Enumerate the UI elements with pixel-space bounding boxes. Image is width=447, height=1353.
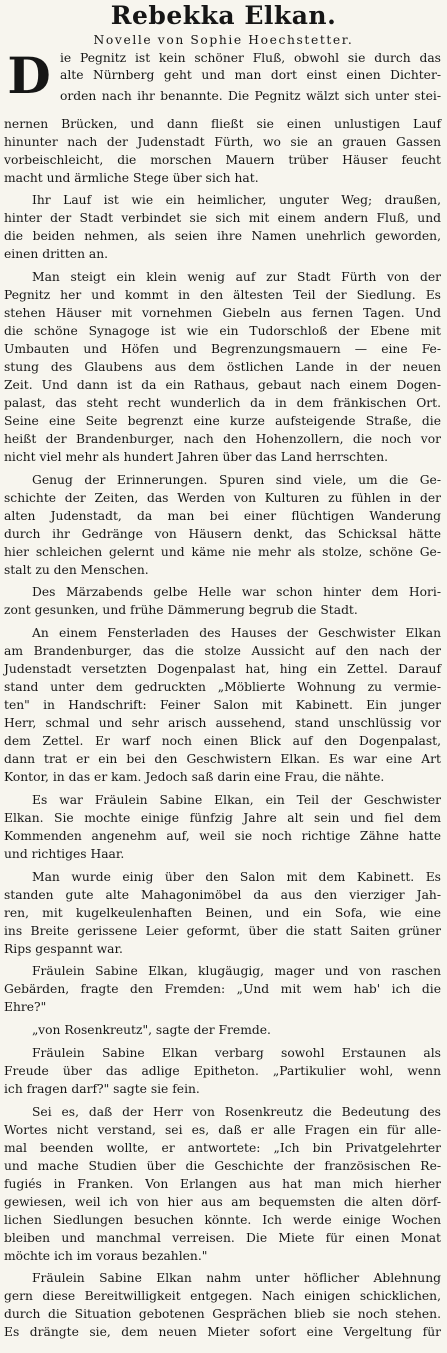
text-line: hinter der Stadt verbindet sie sich mit einem andern Fluß, und [4,211,441,225]
text-line: alte Nürnberg geht und man dort einst einen Dichter- [60,68,441,82]
text-line: durch die Situation gebotenen Gesprächen blieb sie noch stehen. [4,1307,441,1321]
text-line: zont gesunken, und frühe Dämmerung begrub die Stadt. [4,603,358,617]
text-line: Fräulein Sabine Elkan verbarg sowohl Erstaunen als [32,1046,441,1060]
text-line: die beiden nehmen, als seien ihre Namen unehrlich geworden, [4,229,441,243]
text-line: gern diese Bereitwilligkeit entgegen. Nach einigen schicklichen, [4,1289,441,1303]
text-line: Seine eine Seite begrenzt eine kurze aufsteigende Straße, die [4,414,441,428]
text-line: Judenstadt versetzten Dogenpalast hat, hing ein Zettel. Darauf [4,662,441,676]
text-line: Kontor, in das er kam. Jedoch saß darin eine Frau, die nähte. [4,770,385,784]
text-line: möchte ich im voraus bezahlen." [4,1249,208,1263]
article-subtitle: Novelle von Sophie Hoechstetter. [93,33,354,47]
text-line: ie Pegnitz ist kein schöner Fluß, obwohl sie durch das [60,51,441,65]
text-line: ins Breite gerissene Leier geformt, über die statt Saiten grüner [4,924,441,938]
text-line: dann trat er ein bei den Geschwistern Elkan. Es war eine Art [4,752,441,766]
text-line: „von Rosenkreutz", sagte der Fremde. [32,1023,271,1037]
text-line: stehen Häuser mit vornehmen Giebeln aus fernen Tagen. Und [4,306,441,320]
text-line: Des Märzabends gelbe Helle war schon hinter dem Hori- [32,585,441,599]
text-line: Ehre?" [4,1000,47,1014]
text-line: nernen Brücken, und dann fließt sie einen unlustigen Lauf [4,117,441,131]
text-line: hinunter nach der Judenstadt Fürth, wo sie an grauen Gassen [4,135,441,149]
text-line: mal beenden wollte, er antwortete: „Ich bin Privatgelehrter [4,1141,441,1155]
text-line: alten Judenstadt, da man bei einer flüchtigen Wanderung [4,509,441,523]
text-line: und mache Studien über die Geschichte der französischen Re- [4,1159,441,1173]
text-line: Man wurde einig über den Salon mit dem Kabinett. Es [32,870,441,884]
text-line: heißt der Brandenburger, nach den Hohenzollern, die noch vor [4,432,441,446]
text-line: durch ihr Gedränge von Häusern denkt, das Schicksal hätte [4,527,441,541]
text-line: macht und ärmliche Stege über sich hat. [4,171,259,185]
text-line: vorbeischleicht, die morschen Mauern trüber Häuser feucht [4,153,441,167]
text-line: Rips gespannt war. [4,942,123,956]
text-line: fugiés in Franken. Von Erlangen aus hat man mich hierher [4,1177,441,1191]
text-line: Herr, schmal und sehr arisch aussehend, stand unschlüssig vor [4,716,441,730]
text-line: schichte der Zeiten, das Werden von Kulturen zu fühlen in der [4,491,441,505]
text-line: gewiesen, weil ich von hier aus am bequemsten die alten dörf- [4,1195,441,1209]
article-title: Rebekka Elkan. [110,1,337,30]
drop-cap-initial: D [7,46,51,105]
text-line: standen gute alte Mahagonimöbel da aus den vierziger Jah- [4,888,441,902]
text-line: Man steigt ein klein wenig auf zur Stadt Fürth von der [32,270,441,284]
text-line: Umbauten und Höfen und Begrenzungsmauern — eine Fe- [4,342,441,356]
text-line: hier schleichen gelernt und käme nie mehr als stolze, schöne Ge- [4,545,441,559]
text-line: An einem Fensterladen des Hauses der Geschwister Elkan [32,626,441,640]
text-line: Zeit. Und dann ist da ein Rathaus, gebaut nach einem Dogen- [4,378,441,392]
text-line: ten" in Handschrift: Feiner Salon mit Kabinett. Ein junger [4,698,441,712]
text-line: einen dritten an. [4,247,109,261]
text-line: Elkan. Sie mochte einige fünfzig Jahre alt sein und fiel dem [4,811,441,825]
text-line: orden nach ihr benannte. Die Pegnitz wälzt sich unter stei- [60,89,441,103]
text-line: Wortes nicht verstand, sei es, daß er alle Fragen ein für alle- [4,1123,441,1137]
text-line: Fräulein Sabine Elkan, klugäugig, mager und von raschen [32,964,441,978]
text-line: Gebärden, fragte den Fremden: „Und mit wem hab' ich die [4,982,441,996]
text-line: nicht viel mehr als hundert Jahren über das Land herrschten. [4,450,389,464]
text-line: und richtiges Haar. [4,847,125,861]
text-line: palast, das steht recht wunderlich da in dem fränkischen Ort. [4,396,441,410]
text-line: stand unter dem gedruckten „Möblierte Wohnung zu vermie- [4,680,441,694]
text-line: Es drängte sie, dem neuen Mieter sofort eine Vergeltung für [4,1325,441,1339]
text-line: stung des Glaubens aus dem östlichen Lande in der neuen [4,360,441,374]
text-line: dem Zettel. Er warf noch einen Blick auf den Dogenpalast, [4,734,441,748]
text-line: am Brandenburger, das die stolze Aussicht auf den nach der [4,644,441,658]
text-line: Genug der Erinnerungen. Spuren sind viele, um die Ge- [32,473,441,487]
text-line: die schöne Synagoge ist wie ein Tudorschloß der Ebene mit [4,324,441,338]
text-line: Pegnitz her und kommt in den ältesten Teil der Siedlung. Es [4,288,441,302]
text-line: Es war Fräulein Sabine Elkan, ein Teil der Geschwister [32,793,441,807]
text-line: Sei es, daß der Herr von Rosenkreutz die Bedeutung des [32,1105,441,1119]
text-line: Ihr Lauf ist wie ein heimlicher, unguter Weg; draußen, [32,193,441,207]
text-line: Kommenden angenehm auf, weil sie noch richtige Zähne hatte [4,829,441,843]
text-line: bleiben und manchmal verreisen. Die Miete für einen Monat [4,1231,441,1245]
text-line: Fräulein Sabine Elkan nahm unter höflicher Ablehnung [32,1271,441,1285]
text-line: ich fragen darf?" sagte sie fein. [4,1082,200,1096]
text-line: stalt zu den Menschen. [4,563,149,577]
text-line: lichen Siedlungen besuchen könnte. Ich werde einige Wochen [4,1213,441,1227]
text-line: Freude über das adlige Epitheton. „Partikulier wohl, wenn [4,1064,441,1078]
text-line: ren, mit kugelkeulenhaften Beinen, und ein Sofa, wie eine [4,906,441,920]
